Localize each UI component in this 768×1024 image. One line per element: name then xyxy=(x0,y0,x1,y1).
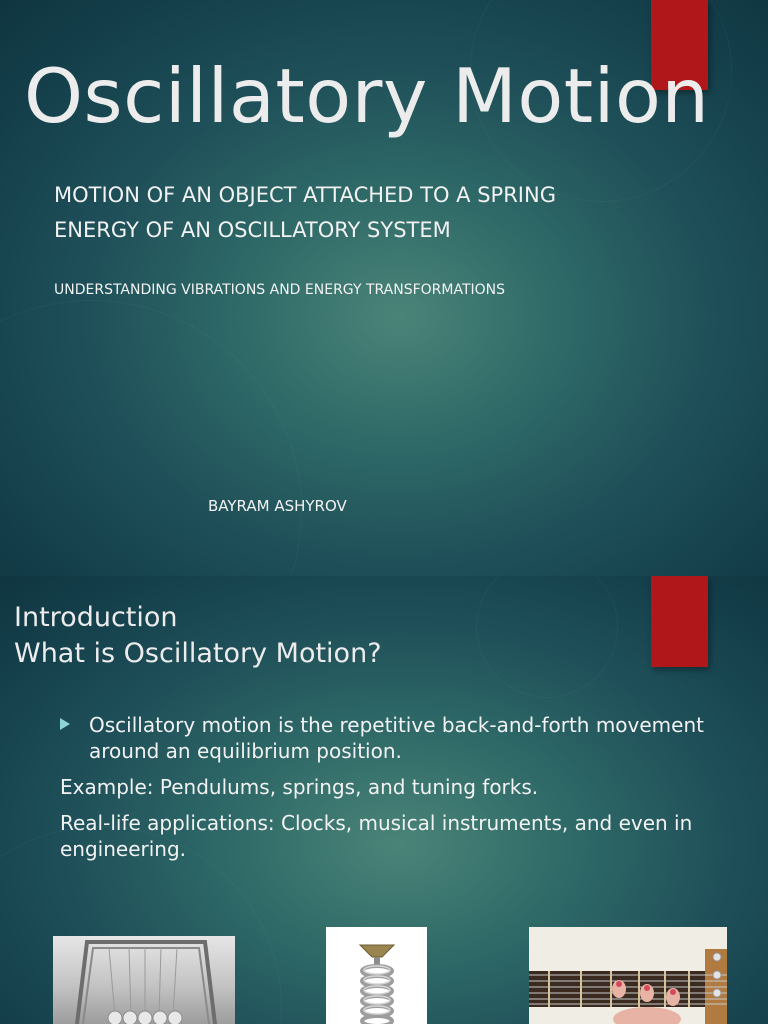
newtons-cradle-image xyxy=(53,936,235,1024)
paragraph: Real-life applications: Clocks, musical instruments, and even in engineering. xyxy=(60,811,693,861)
bullet-text: Oscillatory motion is the repetitive back-and-forth movement around an equilibrium position. xyxy=(89,713,704,763)
heading-line: Introduction xyxy=(14,602,178,633)
slide-heading xyxy=(14,600,382,672)
author-name: BAYRAM ASHYROV xyxy=(208,497,347,515)
slide-title: Oscillatory Motion xyxy=(24,52,710,140)
paragraph: Example: Pendulums, springs, and tuning forks. xyxy=(60,775,539,799)
content-body xyxy=(60,712,750,872)
bullet-arrow-icon xyxy=(60,718,70,730)
background-ring xyxy=(0,300,302,576)
spring-icon xyxy=(326,927,427,1024)
slide-tagline: UNDERSTANDING VIBRATIONS AND ENERGY TRANSFORMATIONS xyxy=(54,282,506,298)
subtitle-line: ENERGY OF AN OSCILLATORY SYSTEM xyxy=(54,218,451,242)
slide-subtitle xyxy=(54,178,556,248)
background-ring xyxy=(476,576,618,698)
subtitle-line: MOTION OF AN OBJECT ATTACHED TO A SPRING xyxy=(54,183,556,207)
bullet-item xyxy=(60,712,750,764)
guitar-fretboard-image xyxy=(529,927,727,1024)
newtons-cradle-icon xyxy=(53,936,235,1024)
introduction-slide xyxy=(0,576,768,1024)
guitar-icon xyxy=(529,927,727,1024)
heading-line: What is Oscillatory Motion? xyxy=(14,638,382,669)
accent-bar xyxy=(651,576,708,667)
spring-image xyxy=(326,927,427,1024)
